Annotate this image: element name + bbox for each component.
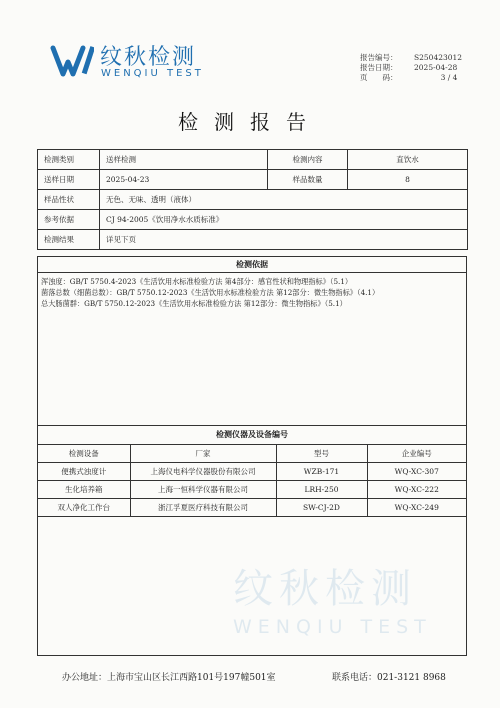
- equipment-title: 检测仪器及设备编号: [38, 425, 466, 445]
- meta-label: 报告日期：: [360, 63, 398, 72]
- watermark: [233, 557, 432, 638]
- test-basis-list: [38, 273, 466, 309]
- table-row: [38, 150, 468, 170]
- equipment-section: [38, 425, 466, 517]
- table-cell: WQ-XC-249: [367, 499, 466, 517]
- logo-text-cn: 纹秋检测: [100, 45, 197, 70]
- table-row: [38, 499, 466, 517]
- test-category-value: 送样检测: [100, 150, 268, 170]
- reference-basis-label: 参考依据: [38, 210, 100, 230]
- logo-mark-icon: [50, 38, 94, 82]
- table-row: [38, 230, 468, 250]
- contact-phone: 联系电话：021-3121 8968: [332, 673, 446, 683]
- table-row: [38, 170, 468, 190]
- table-row: [38, 190, 468, 210]
- table-row: [38, 463, 466, 481]
- table-cell: 生化培养箱: [38, 481, 130, 499]
- sample-date-label: 送样日期: [38, 170, 100, 190]
- sample-qty-value: 8: [348, 170, 468, 190]
- meta-label: 报告编号：: [360, 53, 398, 62]
- meta-value: 3 / 4: [440, 73, 458, 82]
- page-title: 检测报告: [178, 110, 322, 134]
- test-result-label: 检测结果: [38, 230, 100, 250]
- table-row: [38, 210, 468, 230]
- sample-date-value: 2025-04-23: [100, 170, 268, 190]
- meta-report-date: [360, 63, 484, 73]
- table-cell: 浙江孚夏医疗科技有限公司: [130, 499, 276, 517]
- test-category-label: 检测类别: [38, 150, 100, 170]
- test-content-value: 直饮水: [348, 150, 468, 170]
- basis-line-colony-count: 菌落总数（细菌总数）：GB/T 5750.12-2023《生活饮用水标准检验方法 第12部分：微生物指标》（4.1）: [41, 288, 380, 297]
- table-cell: 便携式浊度计: [38, 463, 130, 481]
- meta-value: 2025-04-28: [414, 63, 458, 72]
- office-address: 办公地址：上海市宝山区长江西路101号197幢501室: [62, 673, 276, 683]
- table-cell: 上海一恒科学仪器有限公司: [130, 481, 276, 499]
- report-meta: [360, 53, 484, 83]
- table-cell: 上海仪电科学仪器股份有限公司: [130, 463, 276, 481]
- table-cell: 双人净化工作台: [38, 499, 130, 517]
- table-cell: LRH-250: [276, 481, 367, 499]
- table-header-row: [38, 445, 466, 463]
- test-result-value: 详见下页: [100, 230, 468, 250]
- company-logo: [50, 38, 210, 82]
- meta-report-number: [360, 53, 484, 63]
- sample-trait-label: 样品性状: [38, 190, 100, 210]
- table-cell: SW-CJ-2D: [276, 499, 367, 517]
- test-content-label: 检测内容: [268, 150, 348, 170]
- logo-text-en: WENQIU TEST: [101, 68, 204, 79]
- column-header: 厂家: [130, 445, 276, 463]
- column-header: 型号: [276, 445, 367, 463]
- reference-basis-value: CJ 94-2005《饮用净水水质标准》: [100, 210, 468, 230]
- column-header: 检测设备: [38, 445, 130, 463]
- watermark-text-en: WENQIU TEST: [233, 616, 432, 638]
- table-row: [38, 481, 466, 499]
- table-cell: WZB-171: [276, 463, 367, 481]
- sample-qty-label: 样品数量: [268, 170, 348, 190]
- sample-info-table: [37, 149, 468, 250]
- table-cell: WQ-XC-307: [367, 463, 466, 481]
- meta-label: 页 码：: [360, 73, 398, 82]
- column-header: 企业编号: [367, 445, 466, 463]
- basis-line-turbidity: 浑浊度：GB/T 5750.4-2023《生活饮用水标准检验方法 第4部分：感官性状和物理指标》（5.1）: [41, 277, 353, 286]
- test-basis-title: 检测依据: [38, 257, 466, 273]
- watermark-text-cn: 纹秋检测: [233, 566, 417, 612]
- meta-value: S250423012: [414, 53, 463, 62]
- sample-trait-value: 无色、无味、透明（液体）: [100, 190, 468, 210]
- meta-page: [360, 73, 484, 83]
- basis-line-coliforms: 总大肠菌群：GB/T 5750.12-2023《生活饮用水标准检验方法 第12部分：微生物指标》（5.1）: [41, 299, 347, 308]
- test-basis-panel: [37, 256, 467, 656]
- equipment-table: [38, 445, 466, 517]
- table-cell: WQ-XC-222: [367, 481, 466, 499]
